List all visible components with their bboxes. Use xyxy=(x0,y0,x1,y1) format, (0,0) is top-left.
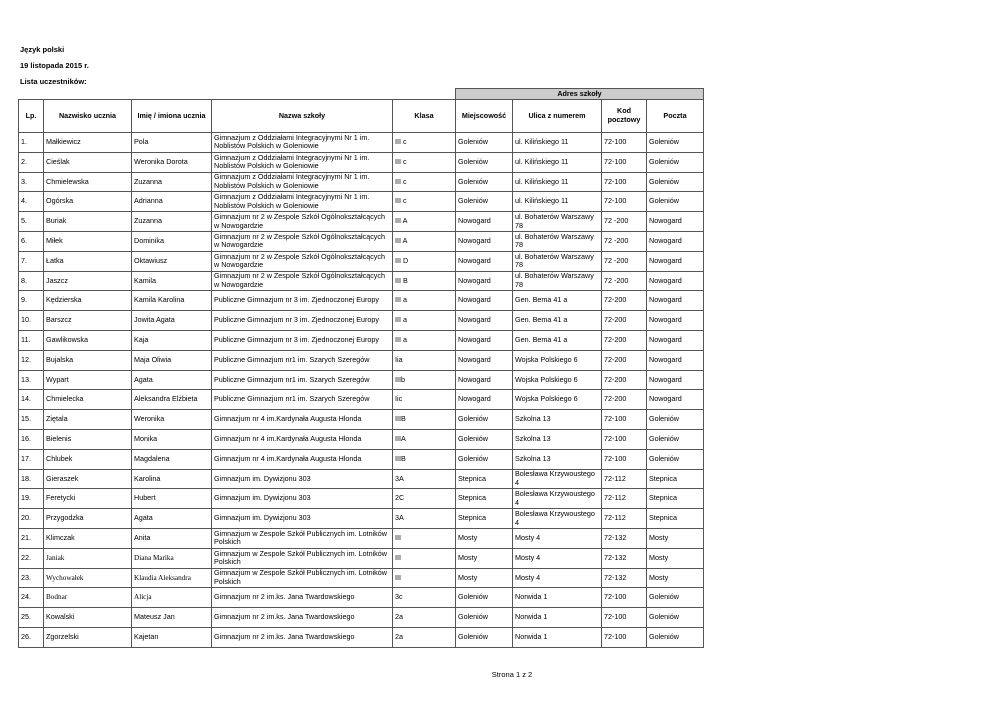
cell-school: Gimnazjum z Oddziałami Integracyjnymi Nr 1 im. Noblistów Polskich w Goleniowie xyxy=(212,152,393,172)
cell-post-office: Nowogard xyxy=(647,311,704,331)
cell-class: III a xyxy=(393,311,456,331)
cell-class: 2a xyxy=(393,627,456,647)
cell-lp: 15. xyxy=(19,410,44,430)
cell-class: IIIB xyxy=(393,410,456,430)
cell-postcode: 72-100 xyxy=(602,410,647,430)
cell-school: Gimnazjum nr 2 w Zespole Szkół Ogólnokształcących w Nowogardzie xyxy=(212,231,393,251)
cell-class: III c xyxy=(393,133,456,153)
cell-surname: Chmielewska xyxy=(44,172,132,192)
col-header-town: Miejscowość xyxy=(456,100,513,133)
cell-school: Gimnazjum nr 2 w Zespole Szkół Ogólnokształcących w Nowogardzie xyxy=(212,251,393,271)
cell-first-names: Klaudia Aleksandra xyxy=(132,568,212,588)
cell-postcode: 72-200 xyxy=(602,291,647,311)
table-row xyxy=(19,627,704,647)
cell-lp: 25. xyxy=(19,608,44,628)
cell-postcode: 72-100 xyxy=(602,449,647,469)
cell-post-office: Nowogard xyxy=(647,330,704,350)
cell-post-office: Nowogard xyxy=(647,212,704,232)
cell-lp: 5. xyxy=(19,212,44,232)
cell-postcode: 72-200 xyxy=(602,330,647,350)
cell-class: Iia xyxy=(393,350,456,370)
cell-class: III B xyxy=(393,271,456,291)
cell-town: Goleniów xyxy=(456,410,513,430)
cell-surname: Janiak xyxy=(44,548,132,568)
cell-street: Bolesława Krzywoustego 4 xyxy=(513,509,602,529)
cell-surname: Kowalski xyxy=(44,608,132,628)
cell-post-office: Nowogard xyxy=(647,291,704,311)
cell-street: Szkolna 13 xyxy=(513,449,602,469)
cell-postcode: 72-100 xyxy=(602,588,647,608)
cell-surname: Chmielecka xyxy=(44,390,132,410)
cell-first-names: Jowita Agata xyxy=(132,311,212,331)
cell-school: Gimnazjum nr 2 w Zespole Szkół Ogólnokształcących w Nowogardzie xyxy=(212,271,393,291)
cell-town: Nowogard xyxy=(456,291,513,311)
cell-post-office: Goleniów xyxy=(647,133,704,153)
cell-school: Gimnazjum z Oddziałami Integracyjnymi Nr 1 im. Noblistów Polskich w Goleniowie xyxy=(212,192,393,212)
cell-surname: Gawlikowska xyxy=(44,330,132,350)
column-header-row xyxy=(19,100,704,133)
cell-first-names: Hubert xyxy=(132,489,212,509)
cell-surname: Małkiewicz xyxy=(44,133,132,153)
cell-first-names: Kamila xyxy=(132,271,212,291)
cell-town: Goleniów xyxy=(456,133,513,153)
cell-street: Mosty 4 xyxy=(513,568,602,588)
cell-class: III xyxy=(393,528,456,548)
cell-postcode: 72-100 xyxy=(602,192,647,212)
cell-surname: Kędzierska xyxy=(44,291,132,311)
cell-post-office: Nowogard xyxy=(647,231,704,251)
cell-postcode: 72 -200 xyxy=(602,251,647,271)
language-label: Język polski xyxy=(20,45,65,54)
cell-first-names: Maja Oliwia xyxy=(132,350,212,370)
list-title: Lista uczestników: xyxy=(20,77,87,86)
cell-postcode: 72-112 xyxy=(602,469,647,489)
cell-lp: 13. xyxy=(19,370,44,390)
cell-post-office: Goleniów xyxy=(647,410,704,430)
cell-surname: Miłek xyxy=(44,231,132,251)
cell-lp: 10. xyxy=(19,311,44,331)
cell-school: Gimnazjum im. Dywizjonu 303 xyxy=(212,469,393,489)
table-row xyxy=(19,231,704,251)
cell-class: IIIb xyxy=(393,370,456,390)
cell-street: Norwida 1 xyxy=(513,627,602,647)
table-row xyxy=(19,330,704,350)
cell-town: Nowogard xyxy=(456,370,513,390)
col-header-post-office: Poczta xyxy=(647,100,704,133)
cell-surname: Barszcz xyxy=(44,311,132,331)
cell-post-office: Goleniów xyxy=(647,192,704,212)
cell-surname: Klimczak xyxy=(44,528,132,548)
table-row xyxy=(19,311,704,331)
cell-post-office: Nowogard xyxy=(647,390,704,410)
cell-lp: 19. xyxy=(19,489,44,509)
cell-class: III xyxy=(393,568,456,588)
table-row xyxy=(19,608,704,628)
cell-school: Gimnazjum nr 2 im.ks. Jana Twardowskiego xyxy=(212,588,393,608)
cell-lp: 20. xyxy=(19,509,44,529)
cell-surname: Bielenis xyxy=(44,429,132,449)
cell-class: III A xyxy=(393,231,456,251)
cell-lp: 23. xyxy=(19,568,44,588)
cell-first-names: Alicja xyxy=(132,588,212,608)
cell-town: Goleniów xyxy=(456,192,513,212)
col-header-class: Klasa xyxy=(393,100,456,133)
cell-street: ul. Kilińskiego 11 xyxy=(513,152,602,172)
cell-lp: 9. xyxy=(19,291,44,311)
cell-first-names: Monika xyxy=(132,429,212,449)
cell-lp: 24. xyxy=(19,588,44,608)
cell-first-names: Kamila Karolina xyxy=(132,291,212,311)
table-row xyxy=(19,271,704,291)
cell-post-office: Goleniów xyxy=(647,172,704,192)
cell-first-names: Pola xyxy=(132,133,212,153)
cell-street: ul. Bohaterów Warszawy 78 xyxy=(513,271,602,291)
cell-town: Nowogard xyxy=(456,311,513,331)
cell-town: Nowogard xyxy=(456,330,513,350)
cell-first-names: Mateusz Jan xyxy=(132,608,212,628)
col-header-street: Ulica z numerem xyxy=(513,100,602,133)
cell-post-office: Nowogard xyxy=(647,251,704,271)
col-header-surname: Nazwisko ucznia xyxy=(44,100,132,133)
cell-street: Bolesława Krzywoustego 4 xyxy=(513,469,602,489)
cell-school: Gimnazjum z Oddziałami Integracyjnymi Nr 1 im. Noblistów Polskich w Goleniowie xyxy=(212,172,393,192)
cell-postcode: 72-100 xyxy=(602,133,647,153)
cell-surname: Przygodzka xyxy=(44,509,132,529)
cell-postcode: 72-100 xyxy=(602,152,647,172)
cell-post-office: Mosty xyxy=(647,568,704,588)
table-row xyxy=(19,489,704,509)
cell-first-names: Weronika xyxy=(132,410,212,430)
table-row xyxy=(19,350,704,370)
cell-school: Gimnazjum nr 4 im.Kardynała Augusta Hlonda xyxy=(212,449,393,469)
participants-table xyxy=(18,88,704,648)
cell-town: Nowogard xyxy=(456,390,513,410)
cell-town: Goleniów xyxy=(456,449,513,469)
cell-school: Publiczne Gimnazjum nr 3 im. Zjednoczonej Europy xyxy=(212,291,393,311)
cell-lp: 11. xyxy=(19,330,44,350)
cell-postcode: 72 -200 xyxy=(602,231,647,251)
table-row xyxy=(19,212,704,232)
cell-first-names: Anita xyxy=(132,528,212,548)
cell-street: Mosty 4 xyxy=(513,528,602,548)
cell-town: Nowogard xyxy=(456,350,513,370)
cell-lp: 26. xyxy=(19,627,44,647)
cell-lp: 7. xyxy=(19,251,44,271)
cell-town: Mosty xyxy=(456,528,513,548)
cell-first-names: Adrianna xyxy=(132,192,212,212)
cell-class: 3A xyxy=(393,509,456,529)
cell-lp: 2. xyxy=(19,152,44,172)
cell-town: Goleniów xyxy=(456,429,513,449)
cell-town: Mosty xyxy=(456,548,513,568)
cell-lp: 3. xyxy=(19,172,44,192)
cell-school: Gimnazjum w Zespole Szkół Publicznych im. Lotników Polskich xyxy=(212,548,393,568)
cell-lp: 18. xyxy=(19,469,44,489)
cell-street: Norwida 1 xyxy=(513,608,602,628)
cell-town: Goleniów xyxy=(456,152,513,172)
cell-school: Publiczne Gimnazjum nr1 im. Szarych Szeregów xyxy=(212,370,393,390)
cell-first-names: Zuzanna xyxy=(132,212,212,232)
cell-post-office: Goleniów xyxy=(647,429,704,449)
cell-first-names: Weronika Dorota xyxy=(132,152,212,172)
cell-first-names: Oktawiusz xyxy=(132,251,212,271)
cell-post-office: Goleniów xyxy=(647,627,704,647)
cell-postcode: 72-200 xyxy=(602,390,647,410)
cell-class: III c xyxy=(393,172,456,192)
cell-surname: Cieślak xyxy=(44,152,132,172)
cell-town: Nowogard xyxy=(456,231,513,251)
table-row xyxy=(19,449,704,469)
cell-school: Publiczne Gimnazjum nr1 im. Szarych Szeregów xyxy=(212,390,393,410)
cell-town: Mosty xyxy=(456,568,513,588)
cell-surname: Łatka xyxy=(44,251,132,271)
cell-first-names: Kajetan xyxy=(132,627,212,647)
cell-first-names: Diana Marika xyxy=(132,548,212,568)
cell-post-office: Goleniów xyxy=(647,152,704,172)
cell-school: Gimnazjum z Oddziałami Integracyjnymi Nr 1 im. Noblistów Polskich w Goleniowie xyxy=(212,133,393,153)
table-row xyxy=(19,509,704,529)
cell-surname: Chlubek xyxy=(44,449,132,469)
cell-postcode: 72-132 xyxy=(602,528,647,548)
cell-class: IIIB xyxy=(393,449,456,469)
table-row xyxy=(19,251,704,271)
cell-surname: Ogórska xyxy=(44,192,132,212)
cell-lp: 14. xyxy=(19,390,44,410)
cell-street: ul. Bohaterów Warszawy 78 xyxy=(513,212,602,232)
cell-surname: Bodnar xyxy=(44,588,132,608)
table-row xyxy=(19,469,704,489)
cell-class: III D xyxy=(393,251,456,271)
table-row xyxy=(19,588,704,608)
cell-street: ul. Bohaterów Warszawy 78 xyxy=(513,231,602,251)
cell-class: Iic xyxy=(393,390,456,410)
cell-post-office: Nowogard xyxy=(647,370,704,390)
cell-surname: Gieraszek xyxy=(44,469,132,489)
col-header-postcode: Kod pocztowy xyxy=(602,100,647,133)
cell-class: III c xyxy=(393,152,456,172)
cell-post-office: Goleniów xyxy=(647,449,704,469)
cell-school: Gimnazjum nr 2 w Zespole Szkół Ogólnokształcących w Nowogardzie xyxy=(212,212,393,232)
cell-town: Nowogard xyxy=(456,251,513,271)
cell-post-office: Goleniów xyxy=(647,588,704,608)
cell-first-names: Aleksandra Elżbieta xyxy=(132,390,212,410)
page-number: Strona 1 z 2 xyxy=(491,670,533,679)
cell-class: III xyxy=(393,548,456,568)
cell-school: Gimnazjum w Zespole Szkół Publicznych im. Lotników Polskich xyxy=(212,568,393,588)
cell-class: III a xyxy=(393,291,456,311)
cell-postcode: 72-112 xyxy=(602,489,647,509)
cell-town: Goleniów xyxy=(456,172,513,192)
cell-town: Stepnica xyxy=(456,489,513,509)
cell-street: ul. Kilińskiego 11 xyxy=(513,133,602,153)
cell-postcode: 72-200 xyxy=(602,370,647,390)
cell-postcode: 72-100 xyxy=(602,627,647,647)
cell-lp: 17. xyxy=(19,449,44,469)
cell-first-names: Dominika xyxy=(132,231,212,251)
cell-school: Gimnazjum nr 2 im.ks. Jana Twardowskiego xyxy=(212,627,393,647)
cell-lp: 12. xyxy=(19,350,44,370)
cell-school: Gimnazjum w Zespole Szkół Publicznych im. Lotników Polskich xyxy=(212,528,393,548)
date-label: 19 listopada 2015 r. xyxy=(20,61,89,70)
cell-school: Gimnazjum im. Dywizjonu 303 xyxy=(212,509,393,529)
cell-postcode: 72 -200 xyxy=(602,212,647,232)
table-row xyxy=(19,152,704,172)
cell-postcode: 72-200 xyxy=(602,311,647,331)
cell-street: ul. Kilińskiego 11 xyxy=(513,172,602,192)
cell-street: Gen. Bema 41 a xyxy=(513,291,602,311)
cell-post-office: Nowogard xyxy=(647,271,704,291)
table-row xyxy=(19,390,704,410)
cell-surname: Feretycki xyxy=(44,489,132,509)
cell-lp: 8. xyxy=(19,271,44,291)
cell-lp: 21. xyxy=(19,528,44,548)
cell-lp: 6. xyxy=(19,231,44,251)
cell-post-office: Stepnica xyxy=(647,509,704,529)
cell-postcode: 72-100 xyxy=(602,608,647,628)
cell-school: Gimnazjum nr 4 im.Kardynała Augusta Hlonda xyxy=(212,410,393,430)
cell-post-office: Nowogard xyxy=(647,350,704,370)
cell-town: Nowogard xyxy=(456,212,513,232)
table-row xyxy=(19,568,704,588)
address-group-header: Adres szkoły xyxy=(456,89,704,100)
cell-post-office: Mosty xyxy=(647,548,704,568)
cell-class: 3c xyxy=(393,588,456,608)
cell-surname: Wychowałek xyxy=(44,568,132,588)
cell-first-names: Agata xyxy=(132,509,212,529)
cell-postcode: 72 -200 xyxy=(602,271,647,291)
cell-school: Gimnazjum nr 2 im.ks. Jana Twardowskiego xyxy=(212,608,393,628)
cell-postcode: 72-132 xyxy=(602,548,647,568)
cell-school: Gimnazjum im. Dywizjonu 303 xyxy=(212,489,393,509)
col-header-lp: Lp. xyxy=(19,100,44,133)
cell-postcode: 72-200 xyxy=(602,350,647,370)
cell-postcode: 72-112 xyxy=(602,509,647,529)
cell-post-office: Stepnica xyxy=(647,489,704,509)
cell-first-names: Zuzanna xyxy=(132,172,212,192)
cell-town: Nowogard xyxy=(456,271,513,291)
cell-school: Publiczne Gimnazjum nr 3 im. Zjednoczonej Europy xyxy=(212,330,393,350)
cell-class: III c xyxy=(393,192,456,212)
cell-surname: Bujalska xyxy=(44,350,132,370)
cell-lp: 16. xyxy=(19,429,44,449)
cell-class: 2a xyxy=(393,608,456,628)
cell-lp: 1. xyxy=(19,133,44,153)
cell-town: Stepnica xyxy=(456,509,513,529)
cell-street: Szkolna 13 xyxy=(513,429,602,449)
cell-surname: Jaszcz xyxy=(44,271,132,291)
col-header-first-names: Imię / imiona ucznia xyxy=(132,100,212,133)
cell-street: ul. Bohaterów Warszawy 78 xyxy=(513,251,602,271)
cell-school: Gimnazjum nr 4 im.Kardynała Augusta Hlonda xyxy=(212,429,393,449)
cell-surname: Zgorzelski xyxy=(44,627,132,647)
cell-class: 3A xyxy=(393,469,456,489)
cell-school: Publiczne Gimnazjum nr1 im. Szarych Szeregów xyxy=(212,350,393,370)
cell-street: Gen. Bema 41 a xyxy=(513,311,602,331)
cell-class: III a xyxy=(393,330,456,350)
cell-postcode: 72-132 xyxy=(602,568,647,588)
cell-street: Wojska Polskiego 6 xyxy=(513,370,602,390)
cell-surname: Ziętala xyxy=(44,410,132,430)
table-row xyxy=(19,370,704,390)
table-row xyxy=(19,410,704,430)
cell-first-names: Magdalena xyxy=(132,449,212,469)
cell-street: Wojska Polskiego 6 xyxy=(513,390,602,410)
cell-class: 2C xyxy=(393,489,456,509)
cell-street: Wojska Polskiego 6 xyxy=(513,350,602,370)
cell-town: Goleniów xyxy=(456,588,513,608)
cell-street: Gen. Bema 41 a xyxy=(513,330,602,350)
table-row xyxy=(19,528,704,548)
table-row xyxy=(19,548,704,568)
cell-lp: 22. xyxy=(19,548,44,568)
group-header-row xyxy=(19,89,704,100)
cell-town: Goleniów xyxy=(456,627,513,647)
cell-street: Szkolna 13 xyxy=(513,410,602,430)
cell-street: ul. Kilińskiego 11 xyxy=(513,192,602,212)
cell-school: Publiczne Gimnazjum nr 3 im. Zjednoczonej Europy xyxy=(212,311,393,331)
table-row xyxy=(19,133,704,153)
table-row xyxy=(19,429,704,449)
cell-postcode: 72-100 xyxy=(602,429,647,449)
cell-surname: Wypart xyxy=(44,370,132,390)
cell-street: Bolesława Krzywoustego 4 xyxy=(513,489,602,509)
cell-street: Norwida 1 xyxy=(513,588,602,608)
cell-first-names: Karolina xyxy=(132,469,212,489)
col-header-school: Nazwa szkoły xyxy=(212,100,393,133)
cell-first-names: Kaja xyxy=(132,330,212,350)
table-row xyxy=(19,291,704,311)
cell-surname: Buriak xyxy=(44,212,132,232)
cell-class: IIIA xyxy=(393,429,456,449)
cell-town: Goleniów xyxy=(456,608,513,628)
cell-town: Stepnica xyxy=(456,469,513,489)
table-row xyxy=(19,192,704,212)
cell-first-names: Agata xyxy=(132,370,212,390)
cell-post-office: Stepnica xyxy=(647,469,704,489)
cell-street: Mosty 4 xyxy=(513,548,602,568)
cell-post-office: Mosty xyxy=(647,528,704,548)
cell-postcode: 72-100 xyxy=(602,172,647,192)
table-row xyxy=(19,172,704,192)
cell-lp: 4. xyxy=(19,192,44,212)
cell-class: III A xyxy=(393,212,456,232)
cell-post-office: Goleniów xyxy=(647,608,704,628)
